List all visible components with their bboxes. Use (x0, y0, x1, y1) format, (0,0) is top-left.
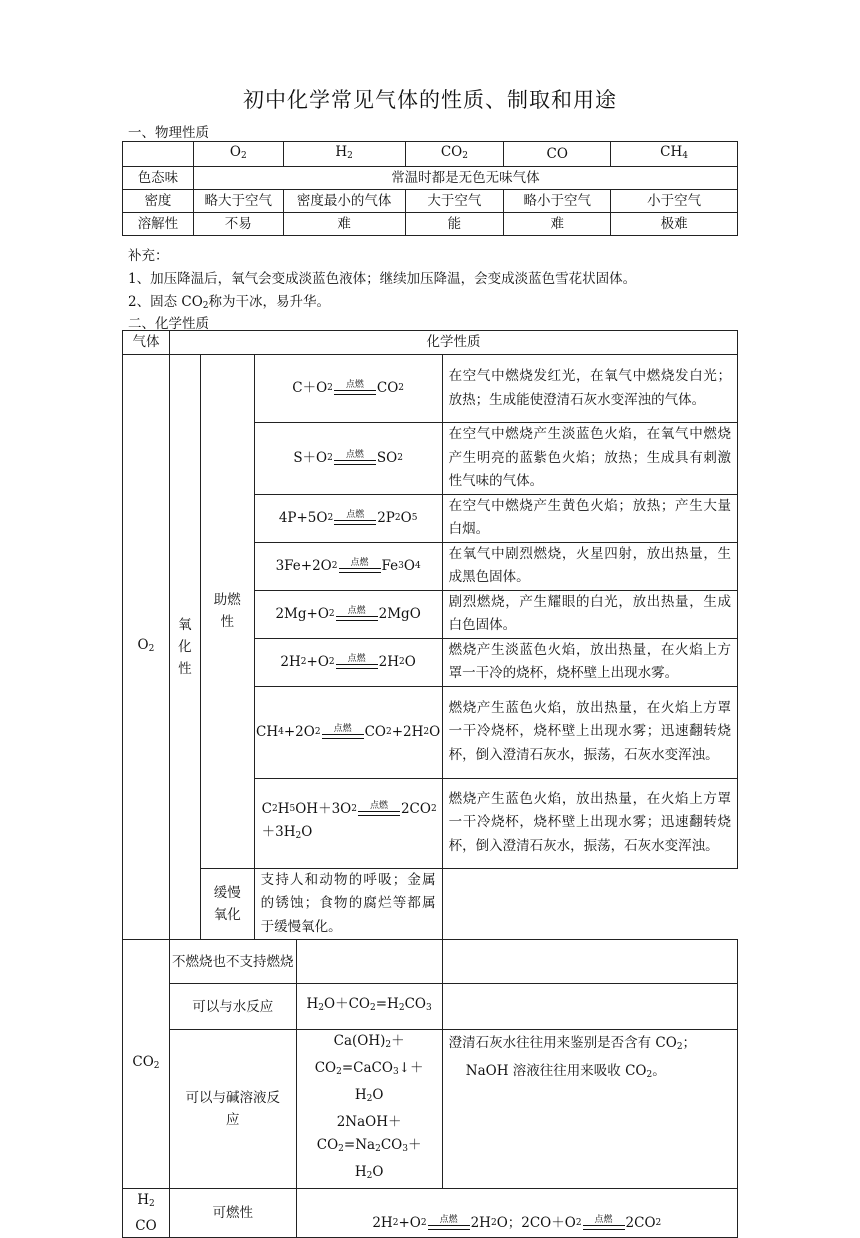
table-cell: 小于空气 (611, 190, 738, 213)
table-row (123, 190, 738, 213)
supplement-line-1: 1、加压降温后，氧气会变成淡蓝色液体；继续加压降温，会变成淡蓝色雪花状固体。 (128, 271, 637, 287)
table-cell: 大于空气 (405, 190, 504, 213)
table-row (123, 868, 738, 940)
section-physical-heading: 一、物理性质 (128, 125, 209, 141)
row-label: 溶解性 (123, 213, 194, 236)
flammability-label: 可燃性 (169, 1189, 296, 1238)
table-cell: 密度最小的气体 (283, 190, 405, 213)
chemical-properties-table (122, 330, 738, 1238)
header-co: CO (504, 142, 611, 167)
table-cell: 不易 (193, 213, 283, 236)
header-ch4: $CH_4$ (611, 142, 738, 167)
reaction-description: 剧烈燃烧，产生耀眼的白光，放出热量，生成白色固体。 (442, 590, 737, 638)
oxidizing-label: 氧 化 性 (169, 355, 200, 940)
property-header: 化学性质 (169, 331, 737, 355)
table-cell: 极难 (611, 213, 738, 236)
reaction-description: 在空气中燃烧产生淡蓝色火焰，在氧气中燃烧产生明亮的蓝紫色火焰；放热；生成具有刺激性气味的气体。 (442, 423, 737, 495)
supplement-title: 补充： (128, 248, 169, 264)
table-cell: 难 (504, 213, 611, 236)
row-label: 密度 (123, 190, 194, 213)
reaction-equation: 4P+5O 2 点燃 2P 2 O 5 (254, 494, 442, 542)
reaction-equation: $Ca(OH)_2+CO_2=CaCO_3↓+$ $H_2O$ $2NaOH+CO_2=Na_2CO_3+$ $H_2O$ (296, 1030, 442, 1189)
slow-oxidation-description: 支持人和动物的呼吸；金属的锈蚀；食物的腐烂等都属于缓慢氧化。 (254, 868, 442, 940)
co2-base-reaction-label: 可以与碱溶液反应 (169, 1030, 296, 1189)
table-cell (296, 940, 442, 984)
reaction-equation: 2H 2 +O 2 点燃 2H 2 O (254, 638, 442, 686)
table-cell (442, 940, 737, 984)
table-row (123, 167, 738, 190)
reaction-equation: 2H 2 +O 2 点燃 2H 2 O；2CO＋O 2 点燃 2CO 2 (296, 1189, 737, 1238)
physical-properties-table (122, 141, 738, 236)
co2-non-flammable-label: 不燃烧也不支持燃烧 (169, 940, 296, 984)
table-cell: 能 (405, 213, 504, 236)
table-cell: 略大于空气 (193, 190, 283, 213)
reaction-description: 燃烧产生蓝色火焰，放出热量，在火焰上方罩一干冷烧杯，烧杯壁上出现水雾；迅速翻转烧杯，倒入澄清石灰水，振荡，石灰水变浑浊。 (442, 686, 737, 778)
reaction-equation: CH 4 +2O 2 点燃 CO 2 +2H 2 O (254, 686, 442, 778)
gas-header: 气体 (123, 331, 170, 355)
table-row (123, 1030, 738, 1189)
reaction-description: 在空气中燃烧产生黄色火焰；放热；产生大量白烟。 (442, 494, 737, 542)
table-row (123, 1189, 738, 1238)
reaction-description: 燃烧产生蓝色火焰，放出热量，在火焰上方罩一干冷烧杯，烧杯壁上出现水雾；迅速翻转烧杯，倒入澄清石灰水，振荡，石灰水变浑浊。 (442, 778, 737, 868)
co2-base-reaction-description: 澄清石灰水往往用来鉴别是否含有 $CO_2$； NaOH 溶液往往用来吸收 $CO_2$。 (442, 1030, 737, 1189)
header-h2: $H_2$ (283, 142, 405, 167)
gas-co2: $CO_2$ (123, 940, 170, 1189)
table-row (123, 984, 738, 1030)
combustion-support-label: 助燃 性 (200, 355, 254, 869)
reaction-description: 燃烧产生淡蓝色火焰，放出热量，在火焰上方罩一干冷的烧杯，烧杯壁上出现水雾。 (442, 638, 737, 686)
gas-h2-co: $H_2$ CO (123, 1189, 170, 1238)
row-label: 色态味 (123, 167, 194, 190)
reaction-equation: $H_2O+CO_2=H_2CO_3$ (296, 984, 442, 1030)
table-row (123, 142, 738, 167)
table-row (123, 331, 738, 355)
slow-oxidation-label: 缓慢 氧化 (200, 868, 254, 940)
header-o2: $O_2$ (193, 142, 283, 167)
header-co2: $CO_2$ (405, 142, 504, 167)
co2-water-reaction-label: 可以与水反应 (169, 984, 296, 1030)
section-chemical-heading: 二、化学性质 (128, 316, 209, 332)
table-cell: 略小于空气 (504, 190, 611, 213)
color-value: 常温时都是无色无味气体 (193, 167, 737, 190)
reaction-equation: 2Mg+O 2 点燃 2MgO (254, 590, 442, 638)
table-row (123, 940, 738, 984)
supplement-line-2: 2、固态 $CO_2$称为干冰，易升华。 (128, 294, 331, 311)
gas-o2: $O_2$ (123, 355, 170, 940)
reaction-equation: 3Fe+2O 2 点燃 Fe 3 O 4 (254, 542, 442, 590)
table-cell (442, 984, 737, 1030)
reaction-equation: C 2 H 5 OH＋3O 2 点燃 2CO 2 $+3H_2O$ (254, 778, 442, 868)
table-cell: 难 (283, 213, 405, 236)
reaction-description: 在氧气中剧烈燃烧，火星四射，放出热量，生成黑色固体。 (442, 542, 737, 590)
reaction-equation: C＋O 2 点燃 CO 2 (254, 355, 442, 423)
table-row (123, 213, 738, 236)
page-title: 初中化学常见气体的性质、制取和用途 (243, 88, 617, 112)
table-cell (123, 142, 194, 167)
reaction-equation: S＋O 2 点燃 SO 2 (254, 423, 442, 495)
table-row (123, 355, 738, 423)
reaction-description: 在空气中燃烧发红光，在氧气中燃烧发白光；放热；生成能使澄清石灰水变浑浊的气体。 (442, 355, 737, 423)
